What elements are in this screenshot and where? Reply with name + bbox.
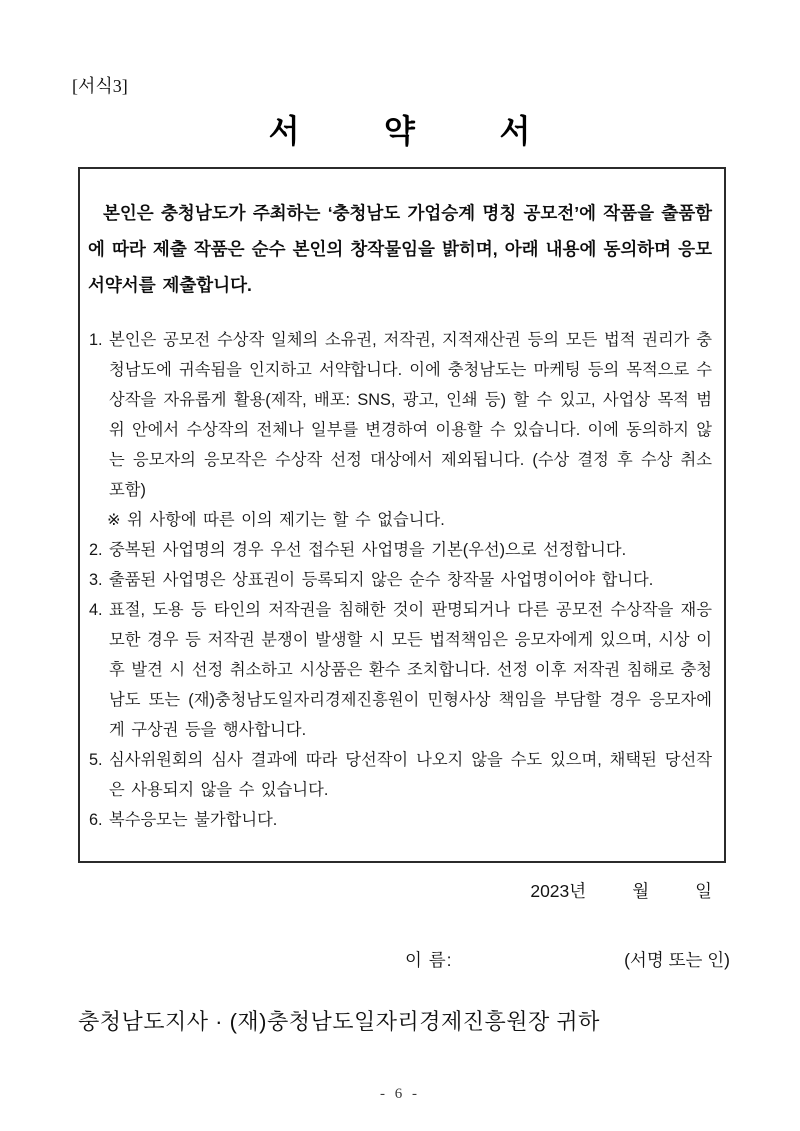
list-item [88, 805, 712, 835]
signature-line [0, 947, 800, 973]
document-title: 서 약 서 [268, 113, 532, 149]
date-line [530, 878, 712, 903]
list-item-text [104, 325, 712, 535]
signature-or-seal-label: (서명 또는 인) [624, 950, 730, 970]
list-item-number: 1. [89, 331, 103, 349]
list-item-text: 출품된 사업명은 상표권이 등록되지 않은 순수 창작물 사업명이어야 합니다. [109, 571, 654, 589]
date-day: 일 [695, 881, 712, 901]
pledge-intro-paragraph: 본인은 충청남도가 주최하는 ‘충청남도 가업승계 명칭 공모전’에 작품을 출품함에 따라 제출 작품은 순수 본인의 창작물임을 밝히며, 아래 내용에 동의하며 응모 서약서를 제출합니다. [88, 203, 712, 295]
name-field-label: 이 름: [405, 950, 453, 970]
date-month: 월 [632, 881, 650, 901]
list-item-body: 본인은 공모전 수상작 일체의 소유권, 저작권, 지적재산권 등의 모든 법적 권리가 충청남도에 귀속됨을 인지하고 서약합니다. 이에 충청남도는 마케팅 등의 목적으로 수상작을 자유롭게 활용(제작, 배포: SNS, 광고, 인쇄 등) 할 수 있고, 사업상 목적 범위 안에서 수상작의 전체나 일부를 변경하여 이용할 수 있습니다. 이에 동의하지 않는 응모자의 응모작은 수상작 선정 대상에서 제외됩니다. (수상 결정 후 수상 취소 포함) [109, 331, 712, 499]
pledge-terms-list [88, 325, 712, 835]
recipient-line: 충청남도지사 · (재)충청남도일자리경제진흥원장 귀하 [78, 1009, 600, 1034]
date-year: 2023년 [530, 881, 587, 901]
list-item [88, 565, 712, 595]
list-item [88, 595, 712, 745]
list-item-number: 4. [89, 601, 103, 619]
list-item [88, 745, 712, 805]
list-item-number: 5. [89, 751, 103, 769]
list-item-text: 심사위원회의 심사 결과에 따라 당선작이 나오지 않을 수도 있으며, 채택된 당선작은 사용되지 않을 수 있습니다. [109, 751, 712, 799]
list-item [88, 325, 712, 535]
list-item-number: 2. [89, 541, 103, 559]
list-item-text: 표절, 도용 등 타인의 저작권을 침해한 것이 판명되거나 다른 공모전 수상작을 재응모한 경우 등 저작권 분쟁이 발생할 시 모든 법적책임은 응모자에게 있으며, 시상 이후 발견 시 선정 취소하고 시상품은 환수 조치합니다. 선정 이후 저작권 침해로 충청남도 또는 (재)충청남도일자리경제진흥원이 민형사상 책임을 부담할 경우 응모자에게 구상권 등을 행사합니다. [109, 601, 712, 739]
list-item [88, 535, 712, 565]
page-number: - 6 - [380, 1086, 420, 1102]
pledge-content-box [78, 167, 726, 863]
list-item-text: 복수응모는 불가합니다. [109, 811, 278, 829]
list-item-number: 3. [89, 571, 103, 589]
form-number-label: [서식3] [72, 76, 128, 96]
list-item-note: ※ 위 사항에 따른 이의 제기는 할 수 없습니다. [107, 511, 445, 529]
list-item-text: 중복된 사업명의 경우 우선 접수된 사업명을 기본(우선)으로 선정합니다. [109, 541, 627, 559]
list-item-number: 6. [89, 811, 103, 829]
